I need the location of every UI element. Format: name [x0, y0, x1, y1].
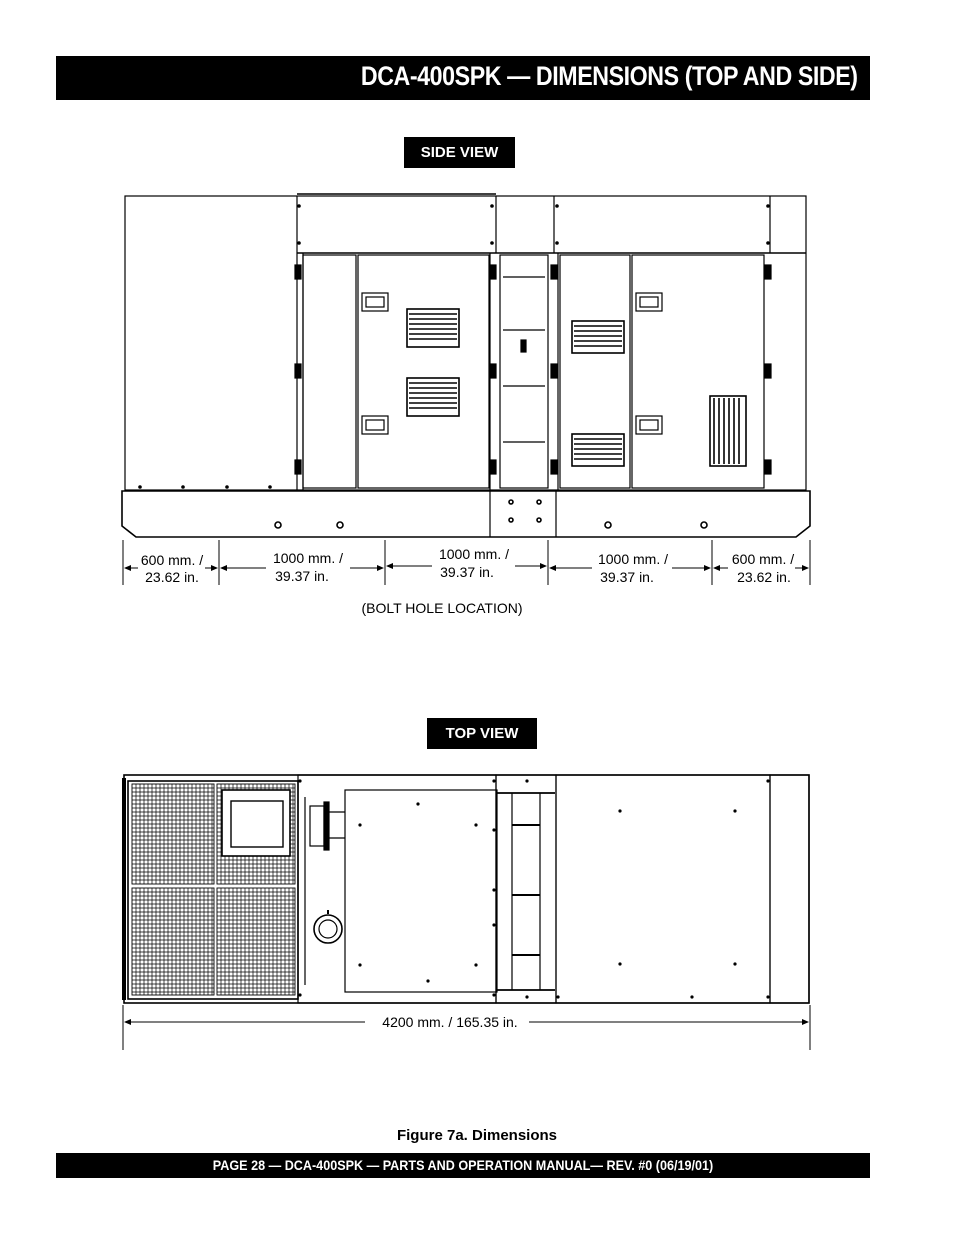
rear-section — [556, 775, 770, 1003]
control-panel — [222, 790, 290, 856]
dim-5-mm: 600 mm. / — [731, 551, 795, 567]
dim-5-in: 23.62 in. — [737, 569, 791, 585]
dim-4-mm: 1000 mm. / — [597, 551, 669, 567]
bolt-hole-note: (BOLT HOLE LOCATION) — [361, 600, 523, 616]
dim-3-in: 39.37 in. — [440, 564, 494, 580]
dim-4-in: 39.37 in. — [600, 569, 654, 585]
figure-caption: Figure 7a. Dimensions — [396, 1127, 558, 1144]
dim-3-mm: 1000 mm. / — [438, 546, 510, 562]
dim-2-mm: 1000 mm. / — [272, 550, 344, 566]
fuel-cap — [314, 915, 342, 943]
dim-1-mm: 600 mm. / — [140, 552, 204, 568]
top-rivets — [298, 779, 769, 998]
dim-1-in: 23.62 in. — [145, 569, 199, 585]
overall-length-dimension: 4200 mm. / 165.35 in. — [382, 1014, 518, 1030]
page-title: DCA-400SPK — DIMENSIONS (TOP AND SIDE) — [361, 61, 858, 91]
dim-2-in: 39.37 in. — [275, 568, 329, 584]
page-footer-text: PAGE 28 — DCA-400SPK — PARTS AND OPERATION MANUAL— REV. #0 (06/19/01) — [212, 1157, 714, 1173]
top-view-label: TOP VIEW — [427, 718, 537, 749]
side-view-label: SIDE VIEW — [404, 137, 515, 168]
page-footer-bar — [56, 1153, 870, 1178]
engine-cover — [345, 790, 497, 992]
